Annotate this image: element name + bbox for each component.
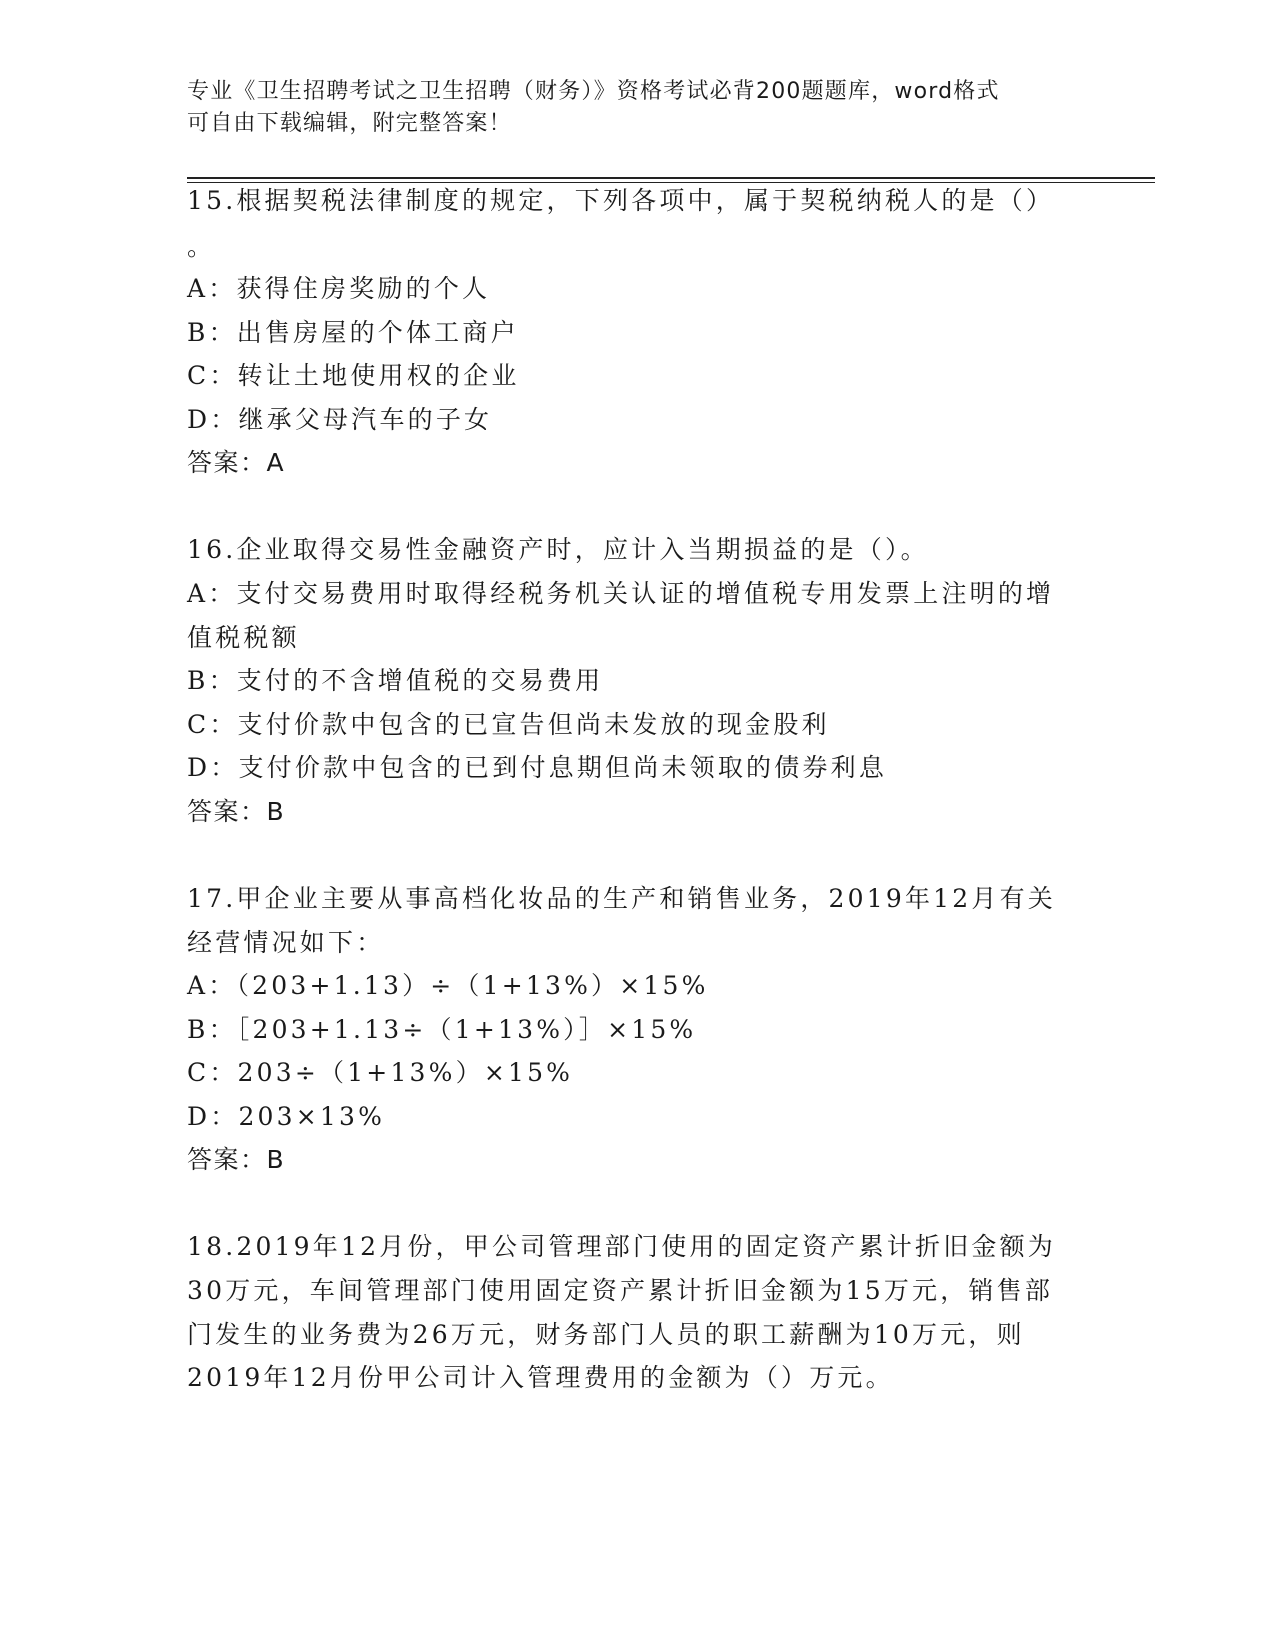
question-15-option-d: D：继承父母汽车的子女 — [187, 405, 493, 434]
question-17-option-a: A：（203+1.13）÷（1+13%）×15% — [187, 971, 709, 1000]
question-16-option-c: C：支付价款中包含的已宣告但尚未发放的现金股利 — [187, 710, 830, 739]
question-17-option-b: B：［203+1.13÷（1+13%）］×15% — [187, 1015, 697, 1044]
header-line-1: 专业《卫生招聘考试之卫生招聘（财务）》资格考试必背200题题库，word格式 — [187, 79, 1000, 104]
question-15-option-c: C：转让土地使用权的企业 — [187, 361, 520, 390]
question-17-stem-line-2: 经营情况如下： — [187, 928, 385, 957]
question-16-option-d: D：支付价款中包含的已到付息期但尚未领取的债券利息 — [187, 753, 888, 782]
question-17-stem-line-1: 17.甲企业主要从事高档化妆品的生产和销售业务，2019年12月有关 — [187, 884, 1056, 913]
question-15-stem-line-1: 15.根据契税法律制度的规定，下列各项中，属于契税纳税人的是（） — [187, 186, 1055, 215]
question-18-stem-line-4: 2019年12月份甲公司计入管理费用的金额为（）万元。 — [187, 1363, 894, 1392]
question-15-option-a: A：获得住房奖励的个人 — [187, 274, 491, 303]
question-16-option-a-line-1: A：支付交易费用时取得经税务机关认证的增值税专用发票上注明的增 — [187, 579, 1055, 608]
question-15-answer: 答案：A — [187, 448, 286, 477]
question-18-stem-line-1: 18.2019年12月份，甲公司管理部门使用的固定资产累计折旧金额为 — [187, 1232, 1056, 1261]
question-15-option-b: B：出售房屋的个体工商户 — [187, 318, 519, 347]
question-18-stem-line-3: 门发生的业务费为26万元，财务部门人员的职工薪酬为10万元，则 — [187, 1320, 1025, 1349]
question-17-option-c: C：203÷（1+13%）×15% — [187, 1058, 574, 1087]
header-divider — [187, 177, 1155, 183]
document-header — [187, 76, 1067, 140]
question-17-option-d: D：203×13% — [187, 1102, 386, 1131]
header-line-2: 可自由下载编辑，附完整答案！ — [187, 111, 512, 136]
question-15-stem-line-2: 。 — [187, 232, 216, 261]
question-16-option-a-line-2: 值税税额 — [187, 623, 300, 652]
question-17-answer: 答案：B — [187, 1145, 286, 1174]
question-16-option-b: B：支付的不含增值税的交易费用 — [187, 666, 604, 695]
question-16-stem-line-1: 16.企业取得交易性金融资产时，应计入当期损益的是（）。 — [187, 535, 929, 564]
question-18-stem-line-2: 30万元，车间管理部门使用固定资产累计折旧金额为15万元，销售部 — [187, 1276, 1054, 1305]
question-16-answer: 答案：B — [187, 797, 286, 826]
